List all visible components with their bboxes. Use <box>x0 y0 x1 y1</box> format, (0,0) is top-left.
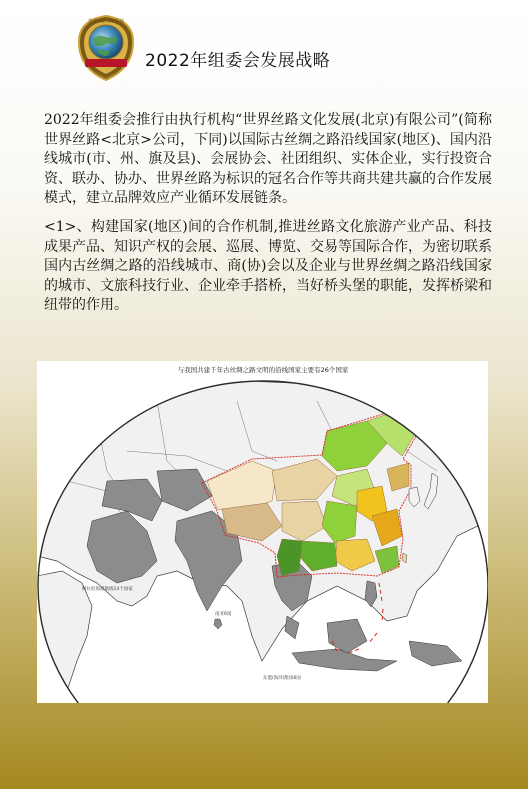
organization-logo <box>71 12 141 84</box>
label-south-asia: 南亚6国 <box>215 612 232 617</box>
intro-paragraph: 2022年组委会推行由执行机构“世界丝路文化发展(北京)有限公司”(简称世界丝路<北京>公司，下同)以国际古丝绸之路沿线国家(地区)、国内沿线城市(市、州、旗及县)、会展协会、社团组织、实体企业，实行投资合资、联办、协办、世界丝路为标识的冠名合作等共商共建共赢的合作发展模式，建立品牌效应产业循环发展链条。 <box>44 112 492 207</box>
logo-text: 世界丝路文化发展 <box>88 19 124 25</box>
silk-road-map <box>37 361 488 703</box>
cooperation-paragraph: <1>、构建国家(地区)间的合作机制,推进丝路文化旅游产业产品、科技成果产品、知识产权的会展、巡展、博览、交易等国际合作，为密切联系国内古丝绸之路的沿线城市、商(协)会以及企业与世界丝绸之路沿线国家的城市、文旅科技行业、企业牵手搭桥，当好桥头堡的职能，发挥桥梁和纽带的作用。 <box>44 219 492 314</box>
label-southeast-asia: 东盟(海洋诸国)6国 <box>263 676 301 681</box>
map-canvas <box>37 361 488 703</box>
map-title: 与我国共建千年古丝绸之路文明的沿线国家主要有26个国家 <box>177 366 349 374</box>
label-arabia: 阿拉伯海道航线14个国家 <box>82 587 133 592</box>
page-title: 2022年组委会发展战略 <box>145 51 331 71</box>
